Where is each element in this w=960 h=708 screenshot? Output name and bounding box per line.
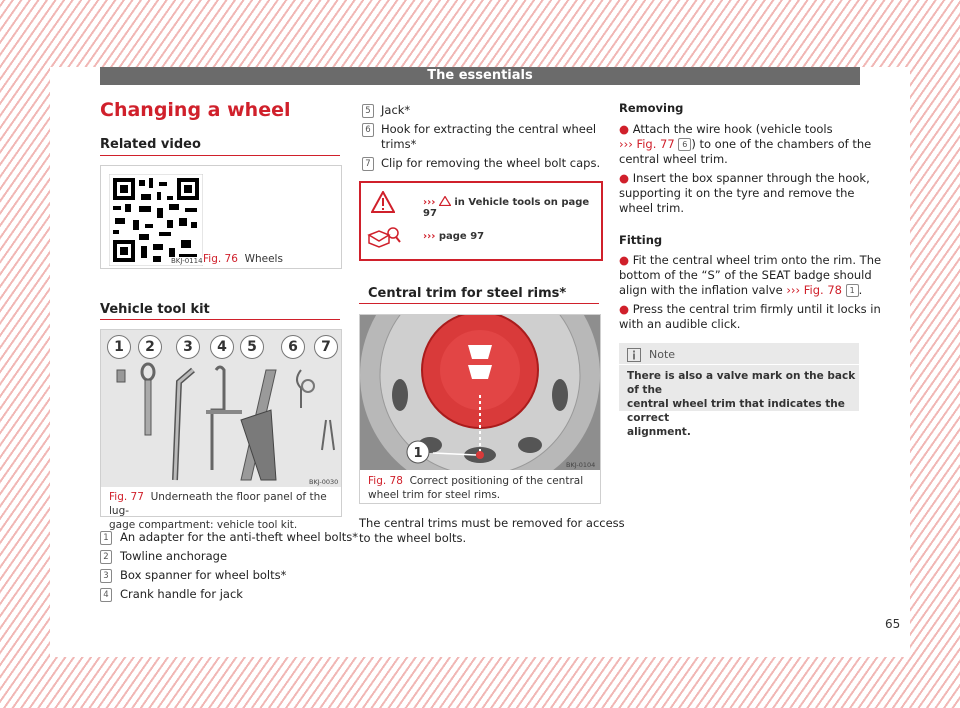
fig78-caption-line1: Correct positioning of the central [409,475,584,487]
related-video-heading: Related video [100,137,201,152]
list-item: Clip for removing the wheel bolt caps. [381,156,601,170]
chevron-icon: ››› [423,197,436,208]
divider [359,303,599,304]
removing-heading: Removing [619,101,684,115]
fig76-code: BKJ-0114 [171,257,203,265]
list-item: Crank handle for jack [120,587,243,601]
fig77-callout-4: 4 [210,335,234,359]
divider [100,319,340,320]
warning-ref-1-text: in Vehicle tools on page 97 [423,197,590,219]
bullet-text: align with the inflation valve [619,283,783,297]
fig77-label: Fig. 77 [109,491,144,503]
fig77-code: BKJ-0030 [309,478,339,486]
warning-triangle-icon [371,191,395,213]
warning-ref-1[interactable] [423,196,601,219]
fig77-caption-line2: gage compartment: vehicle tool kit. [109,519,298,531]
fig78-caption-line2: wheel trim for steel rims. [368,489,501,501]
list-item-line1: Hook for extracting the central wheel [381,122,597,136]
bullet-icon: ● [619,171,630,185]
divider [100,155,340,156]
bullet-text: wheel trim. [619,201,684,215]
fig76-label: Fig. 76 [203,253,238,265]
bullet-text: Press the central trim firmly until it locks in [632,302,881,316]
list-item: Towline anchorage [120,549,228,563]
fig78-link[interactable]: ››› Fig. 78 [786,283,842,297]
list-item: Jack* [381,103,411,117]
note-line1: There is also a valve mark on the back of the [627,370,856,396]
fig76-caption-text: Wheels [244,253,283,265]
fig77-caption [109,490,341,532]
fig76-box [100,165,342,269]
item-number: 7 [362,157,374,171]
page-number: 65 [885,617,901,631]
list-item-line2: trims* [381,137,417,151]
header-bar: The essentials [100,67,860,85]
central-trim-paragraph [359,516,625,546]
bullet-text: Insert the box spanner through the hook, [632,171,870,185]
fig77-callout-1: 1 [107,335,131,359]
fig77-callout-3: 3 [176,335,200,359]
steel-rim-image [360,315,600,470]
book-magnifier-icon [367,225,401,251]
central-trim-heading: Central trim for steel rims* [368,286,567,301]
fig78-box [359,314,601,504]
paragraph-line2: to the wheel bolts. [359,531,467,545]
chevron-icon: ››› [423,231,436,242]
fitting-heading: Fitting [619,233,663,247]
note-box [619,343,859,438]
item-number: 5 [362,104,374,118]
section-title: Changing a wheel [100,99,291,121]
fig76-caption [203,252,283,266]
removing-bullet-1 [619,122,871,167]
list-item [381,122,596,152]
fig78-label: Fig. 78 [368,475,403,487]
fig78-code: BKJ-0104 [566,461,596,469]
item-ref-number: 6 [678,138,691,151]
vehicle-tool-kit-heading: Vehicle tool kit [100,302,210,317]
bullet-text: supporting it on the tyre and remove the [619,186,855,200]
fitting-bullet-2 [619,302,881,332]
qr-code-image[interactable] [109,174,203,266]
bullet-text: Fit the central wheel trim onto the rim. The [632,253,882,267]
fitting-bullet-1: ● Fit the central wheel trim onto the rim. The bottom of the “S” of the SEAT badge should align with the inflation valve ››› Fig. 78 1 . [619,253,882,297]
bullet-icon: ● [619,253,630,267]
note-line2: central wheel trim that indicates the correct [627,398,845,424]
warning-icon [439,196,451,206]
bullet-icon: ● [619,302,630,316]
fig78-callout: 1 [413,446,423,461]
warning-ref-2-text: page 97 [438,231,485,242]
note-line3: alignment. [627,426,691,438]
fig77-callout-6: 6 [281,335,305,359]
bullet-icon: ● [619,122,630,136]
fig77-callout-2: 2 [138,335,162,359]
note-text [627,369,859,439]
list-item: An adapter for the anti-theft wheel bolts* [120,530,359,544]
fig77-link[interactable]: ››› Fig. 77 [619,137,675,151]
item-number: 1 [100,531,112,545]
paragraph-line1: The central trims must be removed for access [359,516,625,530]
bullet-text: central wheel trim. [619,152,728,166]
warning-ref-2[interactable] [423,231,484,242]
item-ref-number: 1 [846,284,859,297]
item-number: 6 [362,123,374,137]
info-icon [627,348,641,362]
bullet-text: with an audible click. [619,317,741,331]
bullet-text: bottom of the “S” of the SEAT badge should [619,268,872,282]
removing-bullet-2 [619,171,870,216]
item-number: 3 [100,569,112,583]
fig77-callout-7: 7 [314,335,338,359]
note-title: Note [649,348,676,361]
bullet-text: ) to one of the chambers of the [691,137,872,151]
warning-box [359,181,603,261]
note-divider [619,364,859,365]
bullet-text: Attach the wire hook (vehicle tools [632,122,833,136]
item-number: 2 [100,550,112,564]
fig77-callout-5: 5 [240,335,264,359]
fig78-caption [368,474,583,502]
list-item: Box spanner for wheel bolts* [120,568,287,582]
fig77-caption-line1: Underneath the floor panel of the lug- [109,491,327,517]
item-number: 4 [100,588,112,602]
